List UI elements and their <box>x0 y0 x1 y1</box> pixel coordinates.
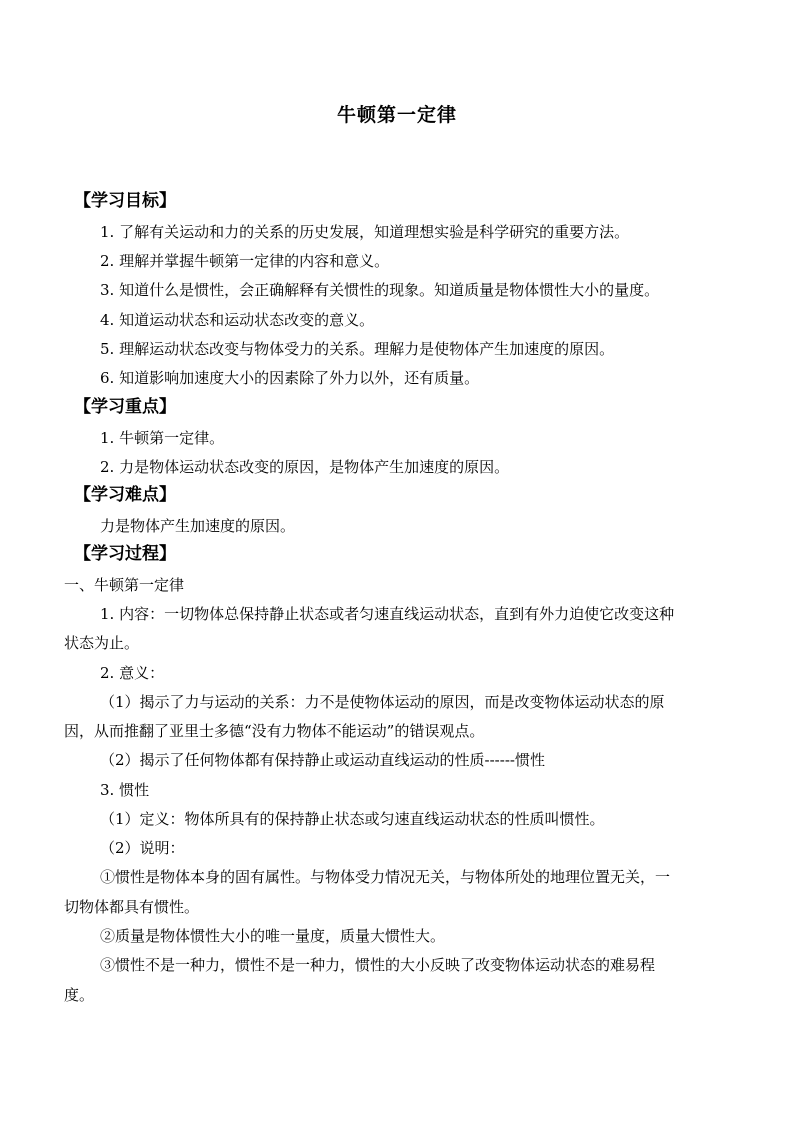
goal-item-2: 2. 理解并掌握牛顿第一定律的内容和意义。 <box>100 252 390 270</box>
goals-heading: 【学习目标】 <box>74 191 176 211</box>
goal-item-5: 5. 理解运动状态改变与物体受力的关系。理解力是使物体产生加速度的原因。 <box>100 340 615 358</box>
note-3-line-1: ③惯性不是一种力，惯性不是一种力，惯性的大小反映了改变物体运动状态的难易程 <box>100 956 656 974</box>
goal-item-3: 3. 知道什么是惯性，会正确解释有关惯性的现象。知道质量是物体惯性大小的量度。 <box>100 281 660 299</box>
key-point-item-2: 2. 力是物体运动状态改变的原因，是物体产生加速度的原因。 <box>100 458 510 476</box>
goal-item-6: 6. 知道影响加速度大小的因素除了外力以外，还有质量。 <box>100 369 480 387</box>
key-point-item-1: 1. 牛顿第一定律。 <box>100 429 225 447</box>
meaning-1-line-1: （1）揭示了力与运动的关系：力不是使物体运动的原因，而是改变物体运动状态的原 <box>100 693 665 711</box>
meaning-2: （2）揭示了任何物体都有保持静止或运动直线运动的性质------惯性 <box>100 751 545 769</box>
inertia-note-label: （2）说明： <box>100 839 185 857</box>
note-3-line-2: 度。 <box>64 986 95 1004</box>
inertia-label: 3. 惯性 <box>100 781 150 799</box>
key-points-heading: 【学习重点】 <box>74 397 176 417</box>
difficulty-text: 力是物体产生加速度的原因。 <box>100 517 296 535</box>
difficulties-heading: 【学习难点】 <box>74 485 176 505</box>
process-heading: 【学习过程】 <box>74 544 176 564</box>
note-1-line-1: ①惯性是物体本身的固有属性。与物体受力情况无关，与物体所处的地理位置无关，一 <box>100 868 671 886</box>
goal-item-4: 4. 知道运动状态和运动状态改变的意义。 <box>100 311 375 329</box>
part-title: 一、牛顿第一定律 <box>64 576 185 594</box>
inertia-definition: （1）定义：物体所具有的保持静止状态或匀速直线运动状态的性质叫惯性。 <box>100 810 605 828</box>
note-2: ②质量是物体惯性大小的唯一量度，质量大惯性大。 <box>100 927 446 945</box>
meaning-1-line-2: 因，从而推翻了亚里士多德“没有力物体不能运动”的错误观点。 <box>64 722 485 740</box>
note-1-line-2: 切物体都具有惯性。 <box>64 898 200 916</box>
goal-item-1: 1. 了解有关运动和力的关系的历史发展，知道理想实验是科学研究的重要方法。 <box>100 223 630 241</box>
content-line-1: 1. 内容：一切物体总保持静止状态或者匀速直线运动状态，直到有外力迫使它改变这种 <box>100 605 675 623</box>
content-line-2: 状态为止。 <box>64 634 140 652</box>
page-title: 牛顿第一定律 <box>336 104 457 126</box>
meaning-label: 2. 意义： <box>100 664 165 682</box>
